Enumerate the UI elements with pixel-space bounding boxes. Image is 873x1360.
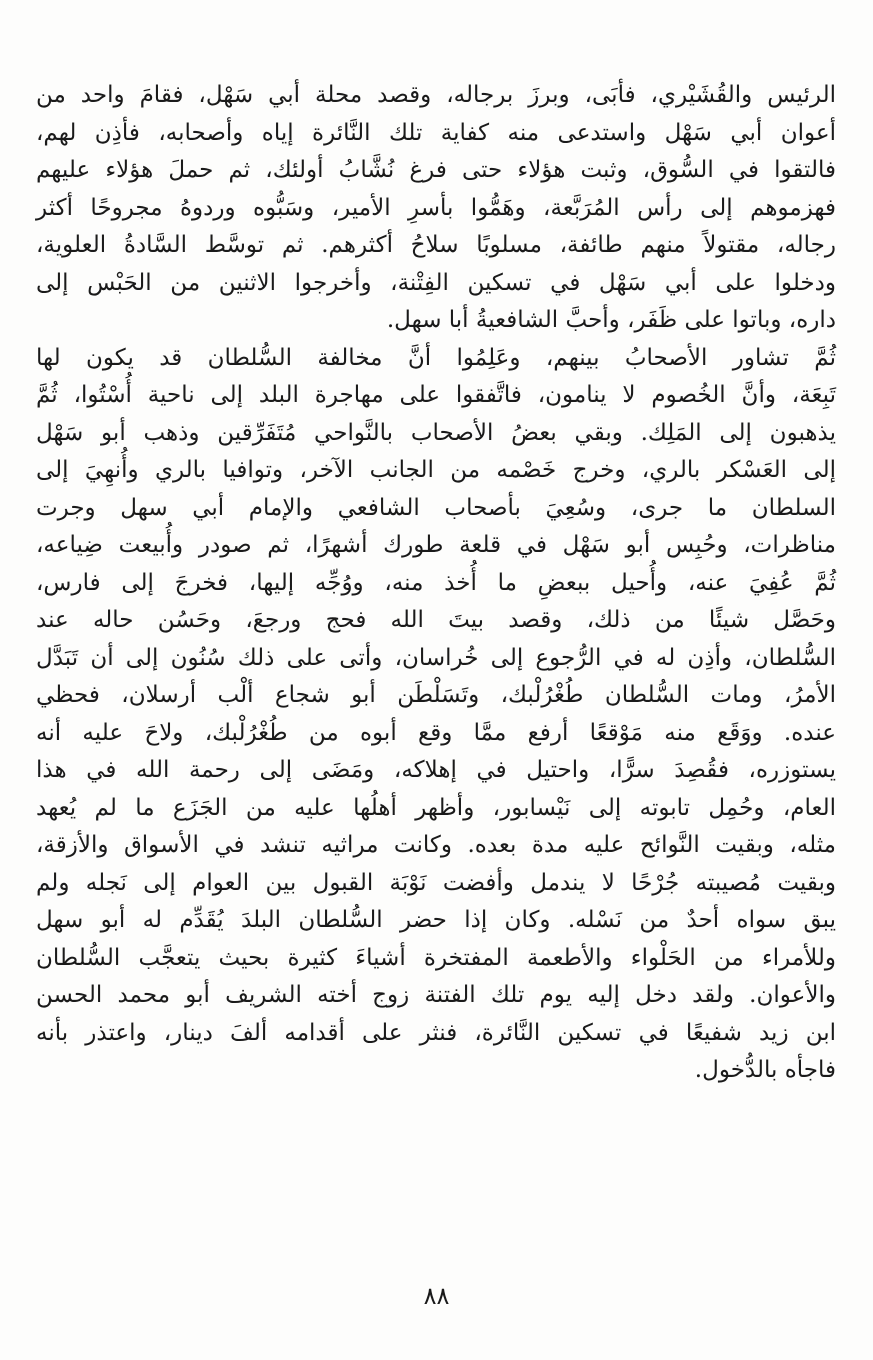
text-line: يستوزره، فقُصِدَ سرًّا، واحتيل في إهلاكه، ومَضَى إلى رحمة الله في هذا	[36, 757, 836, 783]
text-line: عنده. ووَقَع منه مَوْقعًا أرفع ممَّا وقع أبوه من طُغْرُلْبك، ولاحَ عليه أنه	[36, 719, 836, 746]
text-line: وحَصَّل شيئًا من ذلك، وقصد بيتَ الله فحج ورجعَ، وحَسُن حاله عند	[36, 607, 836, 633]
text-line: إلى العَسْكر بالري، وخرج خَصْمه من الجانب الآخر، وتوافيا بالري وأُنهِيَ إلى	[36, 457, 836, 483]
page-number: ٨٨	[423, 1282, 450, 1310]
text-line: مناظرات، وحُبِس أبو سَهْل في قلعة طورك أشهرًا، ثم صودر وأُبيعت ضِياعه،	[36, 532, 836, 558]
text-line: الرئيس والقُشَيْري، فأبَى، وبرزَ برجاله، وقصد محلة أبي سَهْل، فقامَ واحد من	[36, 82, 836, 108]
text-line: ثُمَّ عُفِيَ عنه، وأُحيل ببعضِ ما أُخذ منه، ووُجِّه إليها، فخرجَ إلى فارس،	[36, 569, 836, 596]
paragraph-end-line: فاجأه بالدُّخول.	[694, 1057, 836, 1083]
text-line: والأعوان. ولقد دخل إليه يوم تلك الفتنة زوج أخته الشريف أبو محمد الحسن	[36, 982, 836, 1008]
text-line: الأمرُ، ومات السُّلطان طُغْرُلْبك، وتَسَلْطَن أبو شجاع ألْب أرسلان، فحظي	[36, 682, 836, 708]
text-line: رجاله، مقتولاً منهم طائفة، مسلوبًا سلاحُ أكثرهم. ثم توسَّط السَّادةُ العلوية،	[36, 232, 836, 258]
text-line: وبقيت مُصيبته جُرْحًا لا يندمل وأفضت نَوْبَة القبول بين العوام إلى نَجله ولم	[36, 869, 836, 896]
text-line: ابن زيد شفيعًا في تسكين النَّائرة، فنثر على أقدامه ألفَ دينار، واعتذر بأنه	[36, 1019, 836, 1046]
text-line: فالتقوا في السُّوق، وثبت هؤلاء حتى فرغ نُشَّابُ أولئك، ثم حملَ هؤلاء عليهم	[36, 157, 836, 183]
text-line: العام، وحُمِل تابوته إلى نَيْسابور، وأظهر أهلُها عليه من الجَزَع ما لم يُعهد	[36, 794, 836, 821]
text-line: مثله، وبقيت النَّوائح عليه مدة بعده. وكانت مراثيه تنشد في الأسواق والأزقة،	[36, 832, 836, 858]
text-line: تَبِعَة، وأنَّ الخُصوم لا ينامون، فاتَّفقوا على مهاجرة البلد إلى ناحية أُسْتُوا، ثُمَّ	[36, 382, 836, 408]
body-text	[36, 77, 836, 1090]
text-line: السُّلطان، وأذِن له في الرُّجوع إلى خُراسان، وأتى على ذلك سُنُون إلى أن تَبَدَّل	[36, 644, 836, 671]
text-line: فهزموهم إلى رأس المُرَبَّعة، وهَمُّوا بأسرِ الأمير، وسَبُّوه وردوهُ مجروحًا أكثر	[36, 194, 836, 221]
text-line: يذهبون إلى المَلِك. وبقي بعضُ الأصحاب بالنَّواحي مُتَفَرِّقين وذهب أبو سَهْل	[36, 419, 836, 446]
paragraph-start-line: ثُمَّ تشاور الأصحابُ بينهم، وعَلِمُوا أنَّ مخالفة السُّلطان قد يكون لها	[36, 344, 836, 371]
text-line: السلطان ما جرى، وسُعِيَ بأصحاب الشافعي والإمام أبي سهل وجرت	[36, 494, 836, 521]
paragraph-end-line: داره، وباتوا على ظَفَر، وأحبَّ الشافعيةُ أبا سهل.	[386, 307, 836, 333]
text-line: يبق سواه أحدٌ من نَسْله. وكان إذا حضر السُّلطان البلدَ يُقَدِّم له أبو سهل	[36, 907, 836, 933]
text-line: وللأمراء من الحَلْواء والأطعمة المفتخرة أشياءَ كثيرة بحيث يتعجَّب السُّلطان	[36, 944, 836, 971]
text-line: ودخلوا على أبي سَهْل في تسكين الفِتْنة، وأخرجوا الاثنين من الحَبْس إلى	[36, 269, 836, 296]
text-line: أعوان أبي سَهْل واستدعى منه كفاية تلك النَّائرة إياه وأصحابه، فأذِن لهم،	[36, 119, 836, 146]
